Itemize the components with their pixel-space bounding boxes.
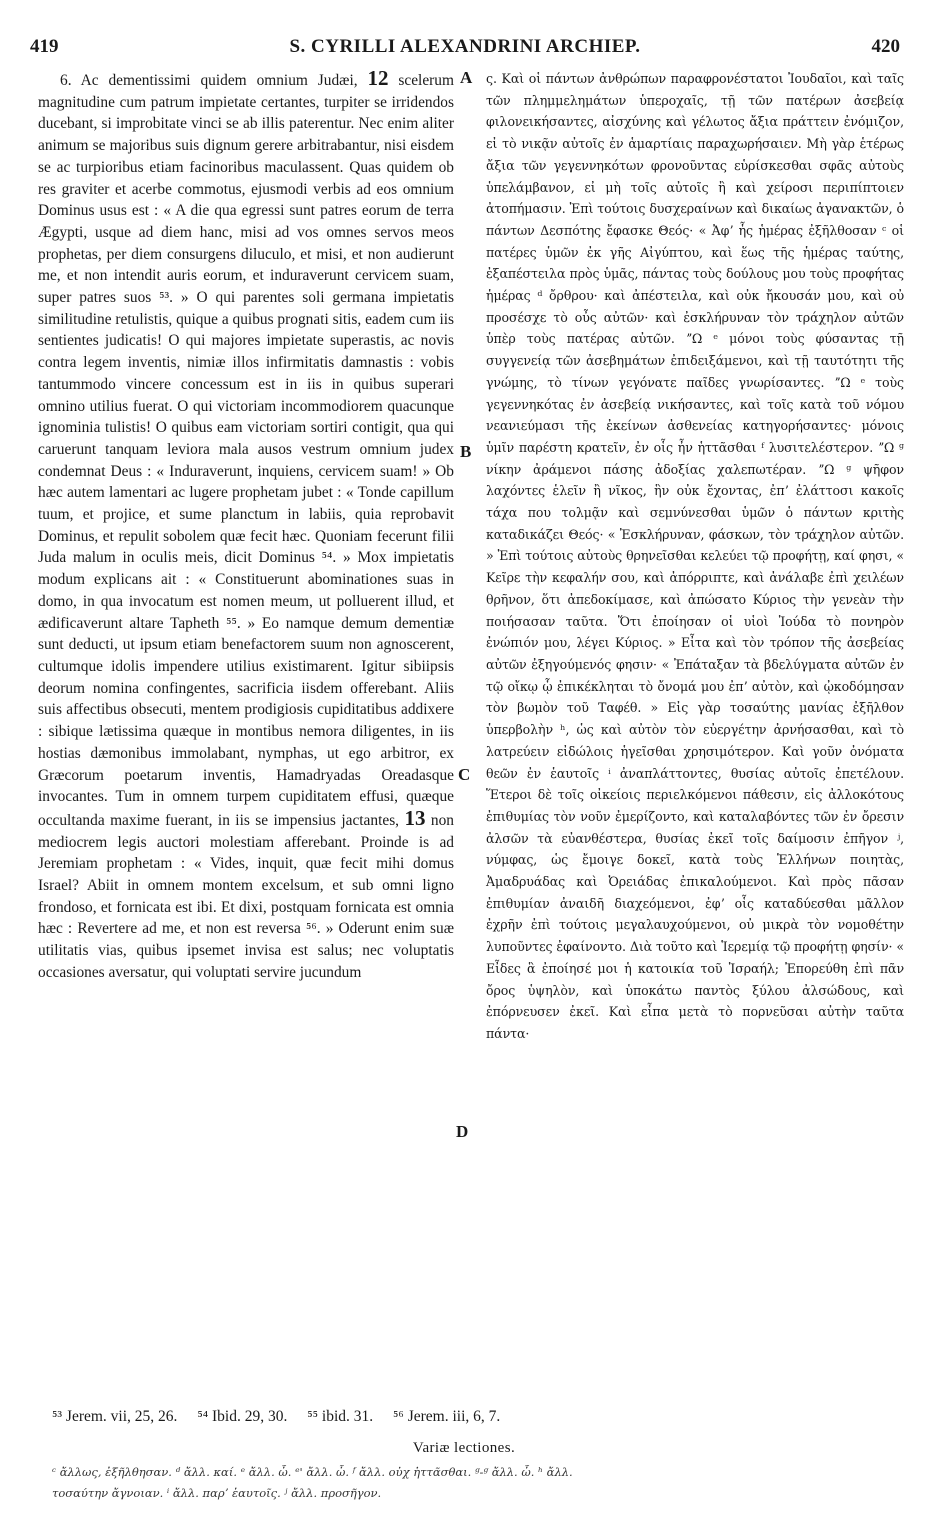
column-number-13: 13 [404, 805, 426, 830]
latin-body-1: scelerum magnitudine cum patrum impietate certantes, turpiter se irridendos ducebant, si improbitate vinci se ab illis paterentur. Nec enim aliter animum se majoribus suis dignum gerere arbitrabantur, nisi eisdem se ac turpioribus etiam facinoribus maculassent. Quas quidem ob res graviter et acerbe commotus, ejusmodi verbis ad eos omnium Dominus usus est : « A die qua egressi sunt patres eorum de terra Ægypti, usque ad diem hanc, misi ad vos omnes servos meos prophetas, per diem consurgens diluculo, et misi, et non audierunt me, et non intendit auris eorum, et induraverunt cervicem suam, super patres suos ⁵³. » O qui parentes soli germana impietatis similitudine retulistis, quique a quibus prognati sitis, eadem cum iis sentientes judicatis! O qui majores impietate superastis, ac novis contra legem inventis, nimiæ illos infirmitatis damnastis : vobis tantummodo vincere concessum est in iis in quibus superari omnino utilius fuerat. O qui victoriam incommodiorem quacunque ignominia tulistis! O quibus eam victoriam sortiri contigit, qua qui caruerunt tanquam leviora mala ausos vestrum omnium judex condemnat Deus : « Induraverunt, inquiens, cervicem suam! » Ob hæc autem lamentari ac lugere prophetam jubet : « Tonde capillum tuum, et projice, et sume planctum in labiis, quia reprobavit Dominus, et repulit sobolem quæ fecit hæc. Quoniam fecerunt filii Juda malum in oculis meis, dicit Dominus ⁵⁴. » Mox impietatis modum explicans ait : « Constituerunt abominationes suas in domo, in qua invocatum est nomen meum, ut polluerent illud, et ædificaverunt altare Tapheth ⁵⁵. » Eo namque demum dementiæ sunt deducti, ut ipsum etiam benefactorem suum non agnoscerent, cultumque idolis impendere utilius existimarent. Igitur sibiipsis deorum nomina confingentes, sacrificia iisdem offerebant. Aliis suis affectibus obsecuti, mentem prodigiosis cupiditatibus addixere : sibique lætissima quæque in montibus nemora diligentes, in iis hostias dæmonibus immolabant, nymphas, ut ego arbitror, ex Græcorum poetarum inventis, Hamadryadas Oreadasque invocantes. Tum in omnem turpem cupiditatem effusi, quæque occultanda maxime fuerant, in iis se impensius jactantes, [38, 72, 454, 829]
footnote-56: ⁵⁶ Jerem. iii, 6, 7. [393, 1408, 501, 1425]
footnote-53: ⁵³ Jerem. vii, 25, 26. [52, 1408, 178, 1425]
page-header [30, 30, 900, 64]
page-number-right: 420 [871, 36, 900, 57]
column-number-12: 12 [367, 66, 389, 90]
section-marker-a: A [460, 68, 473, 87]
footnotes [52, 1408, 892, 1426]
variae-line-2: τοσαύτην ἄγνοιαν. ⁱ ἄλλ. παρʼ ἑαυτοῖς. ʲ ἄλλ. προσῆγον. [52, 1486, 382, 1500]
running-title: S. CYRILLI ALEXANDRINI ARCHIEP. [289, 36, 641, 57]
latin-paragraph [38, 68, 454, 984]
section-marker-d: D [456, 1122, 469, 1141]
footnote-54: ⁵⁴ Ibid. 29, 30. [197, 1408, 288, 1425]
latin-column [38, 68, 454, 984]
section-marker-b: B [460, 442, 472, 461]
greek-column [486, 68, 904, 1045]
greek-paragraph: ς. Καὶ οἱ πάντων ἀνθρώπων παραφρονέστατοι Ἰουδαῖοι, καὶ ταῖς τῶν πλημμελημάτων ὑπεροχαῖς, τῇ τῶν πατέρων ἀσεβείᾳ φιλονεικήσαντες, αἰσχύνης καὶ γέλωτος ἄξια πράττειν ἐνόμιζον, εἰ τὸ νικᾷν αὐτοῖς ἐν ἁμαρτίαις παραχωρήσαιεν. Μὴ γὰρ ἑτέρως ἄξια τῶν γεγεννηκότων φρονοῦντας εὑρίσκεσθαι σφᾶς αὐτοὺς ὑπελάμβανον, εἰ μὴ τοῖς αὐτοῖς ἢ καὶ χείροσι περιπίπτοιεν ἀτοπήμασιν. Ἐπὶ τούτοις δυσχεραίνων καὶ δικαίως ἀγανακτῶν, ὁ πάντων Δεσπότης ἔφασκε Θεός· « Ἀφʼ ἧς ἡμέρας ἐξῆλθοσαν ᶜ οἱ πατέρες ὑμῶν ἐκ γῆς Αἰγύπτου, καὶ ἕως τῆς ἡμέρας ταύτης, ἐξαπέστειλα πρὸς ὑμᾶς, πάντας τοὺς δούλους μου τοὺς προφήτας ἡμέρας ᵈ ὄρθρου· καὶ ἀπέστειλα, καὶ οὐκ ἤκουσάν μου, καὶ οὐ προσέσχε τὸ οὖς αὐτῶν· καὶ ἐσκλήρυναν τὸν τράχηλον αὐτῶν ὑπὲρ τοὺς πατέρας αὐτῶν. ˮΩ ᵉ μόνοι τοὺς φύσαντας τῇ συγγενείᾳ τῶν ἀσεβημάτων ἐπιδειξάμενοι, καὶ τῇ ταυτότητι τῆς γνώμης, τὸ τίνων γεγόνατε παῖδες γνωρίσαντες. ˮΩ ᵉ τοὺς γεγεννηκότας ἐν ἀσεβείᾳ νικήσαντες, καὶ τοῖς κατὰ τοῦ νόμου νεανιεύμασι τῆς ἐκείνων ἀσθενείας κατηγορήσαντες· μόνοις ὑμῖν παρέστη κρατεῖν, ἐν οἷς ἦν ἡττᾶσθαι ᶠ λυσιτελέστερον. ˮΩ ᵍ νίκην ἀράμενοι πάσης ἀδοξίας χαλεπωτέραν. ˮΩ ᵍ ψῆφον λαχόντες ἑλεῖν ἢ νῖκος, ἣν οὐκ ἔχοντας, ἐπʼ ἐλάττοσι κακοῖς τάχα που τολμᾷν καὶ σεμνύνεσθαι ὑμῶν ὁ πάντων κριτὴς καταδικάζει Θεός· « Ἐσκλήρυναν, φάσκων, τὸν τράχηλον αὐτῶν. » Ἐπὶ τούτοις αὐτοὺς θρηνεῖσθαι κελεύει τῷ προφήτῃ, καί φησι, « Κεῖρε τὴν κεφαλήν σου, καὶ ἀπόρριπτε, καὶ ἀνάλαβε ἐπὶ χειλέων θρῆνον, ὅτι ἀπεδοκίμασε, καὶ ἀπώσατο Κύριος τὴν γενεὰν τὴν ποιήσασαν ταῦτα. Ὅτι ἐποίησαν οἱ υἱοὶ Ἰούδα τὸ πονηρὸν ἐνώπιόν μου, λέγει Κύριος. » Εἶτα καὶ τὸν τρόπον τῆς ἀσεβείας αὐτῶν ἐξηγούμενός φησιν· « Ἐπάταξαν τὰ βδελύγματα αὐτῶν ἐν τῷ οἴκῳ ᾧ ἐπικέκληται τὸ ὄνομά μου ἐπʼ αὐτὸν, καὶ ᾠκοδόμησαν τὸν βωμὸν τοῦ Ταφέθ. » Εἰς γὰρ τοσαύτης μανίας ἐξῆλθον ὑπερβολὴν ʰ, ὡς καὶ αὐτὸν τὸν εὐεργέτην ἀρνήσασθαι, καὶ τὸ λατρεύειν εἰδώλοις ἡγεῖσθαι χρησιμότερον. Καὶ γοῦν ὀνόματα θεῶν ἐν ἑαυτοῖς ⁱ ἀναπλάττοντες, θυσίας αὐτοῖς ἐπετέλουν. Ἕτεροι δὲ τοῖς οἰκείοις περιελκόμενοι πάθεσιν, εἰς ἀλλοκότους ἐπιθυμίας τὸν νοῦν ἐμερίζοντο, καὶ καταλαβόντες τῶν ἐν ὄρεσιν ἀλσῶν τὰ εὐανθέστερα, θυσίας ἐκεῖ τοῖς δαίμοσιν ἐπῆγον ʲ, νύμφας, ὡς ἔμοιγε δοκεῖ, κατὰ τοὺς Ἑλλήνων ποιητὰς, Ἀμαδρυάδας καὶ Ὀρειάδας ἐπικαλούμενοι. Καὶ πρὸς πᾶσαν ἐπιθυμίαν ἀναιδῆ διαχεόμενοι, ἐφʼ οἷς καταδύεσθαι μᾶλλον ἐχρῆν ἐπὶ τούτοις μεγαλαυχούμενοι, οὐ μικρὰ τὸν νομοθέτην λυποῦντες ἐφαίνοντο. Διὰ τοῦτο καὶ Ἱερεμίᾳ τῷ προφήτῃ φησίν· « Εἶδες ἃ ἐποίησέ μοι ἡ κατοικία τοῦ Ἰσραήλ; Ἐπορεύθη ἐπὶ πᾶν ὄρος ὑψηλὸν, καὶ ὑποκάτω παντὸς ξύλου ἀλσώδους, καὶ ἐπόρνευσεν ἐκεῖ. Καὶ εἶπα μετὰ τὸ πορνεῦσαι αὐτὴν ταῦτα πάντα· [486, 71, 904, 1041]
latin-opening: 6. Ac dementissimi quidem omnium Judæi, [60, 72, 358, 89]
section-marker-c: C [458, 765, 471, 784]
latin-body-2: non mediocrem legis auctori molestiam afferebant. Proinde is ad Jeremiam prophetam : « Vides, inquit, quæ fecit mihi domus Israel? Abiit in omnem montem excelsum, et sub omni ligno frondoso, et fornicata est ibi. Et dixi, postquam fornicata est omnia hæc : Revertere ad me, et non est reversa ⁵⁶. » Oderunt enim suæ utilitatis vias, quibus ipsemet invisa est salus; nec voluptatis occasiones aversatur, qui voluptati servire jucundum [38, 811, 454, 981]
variae-lectiones-title: Variæ lectiones. [412, 1440, 516, 1456]
footnote-55: ⁵⁵ ibid. 31. [307, 1408, 374, 1425]
page-number-left: 419 [30, 36, 59, 57]
variae-lectiones [52, 1462, 892, 1504]
variae-line-1: ᶜ ἄλλως, ἐξῆλθησαν. ᵈ ἄλλ. καί. ᵉ ἄλλ. ὦ. ᵉ' ἄλλ. ὦ. ᶠ ἄλλ. οὐχ ἡττᾶσθαι. ᵍ-ᵍ ἄλλ. ὦ. ʰ ἄλλ. [52, 1465, 573, 1479]
